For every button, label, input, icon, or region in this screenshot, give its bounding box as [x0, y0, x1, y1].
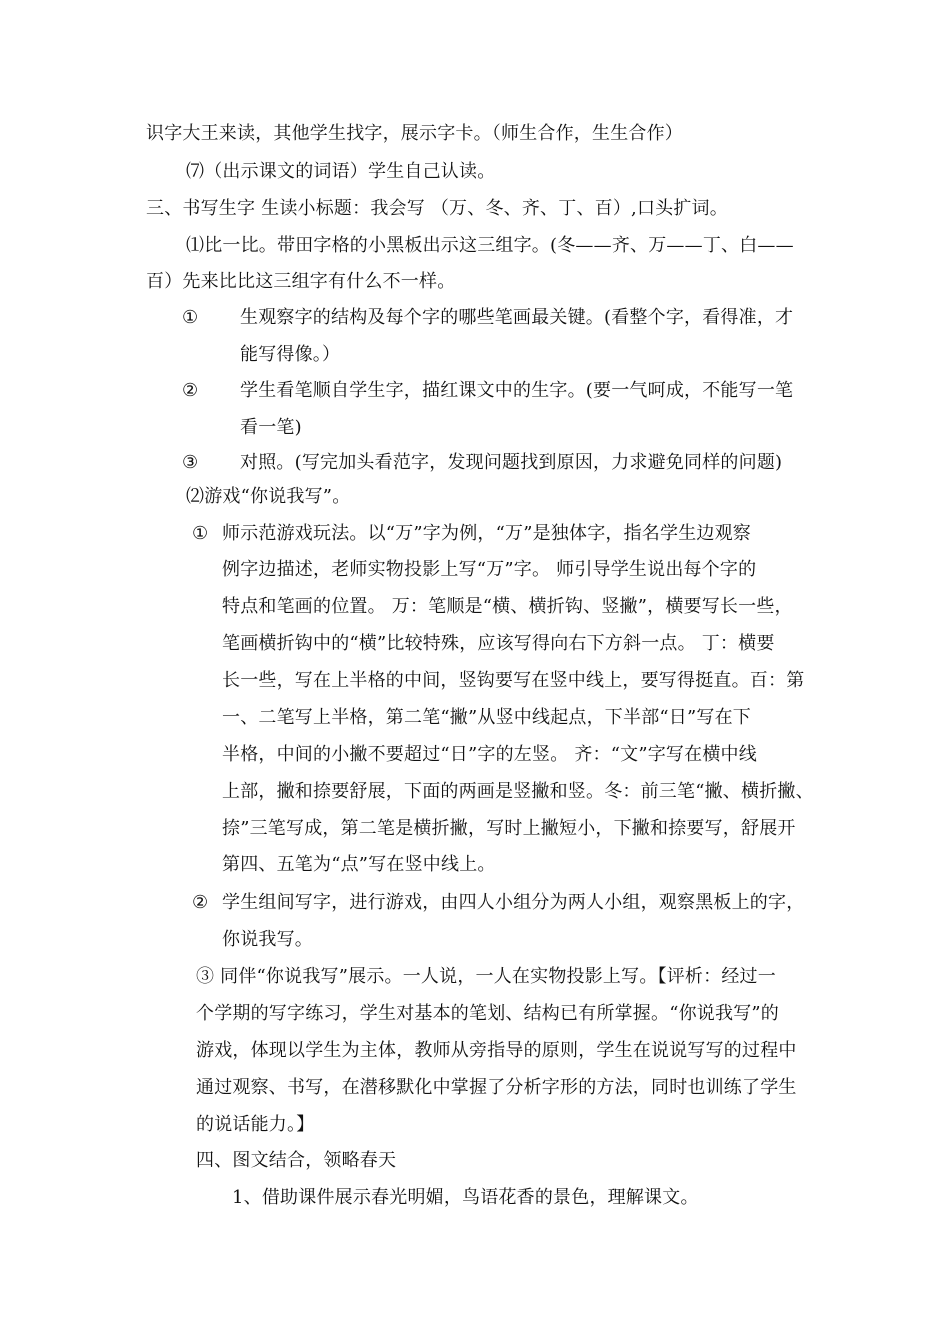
list-item: 例字边描述，老师实物投影上写“万”字。 师引导学生说出每个字的	[222, 559, 757, 580]
list-item: 对照。(写完加头看范字，发现问题找到原因，力求避免同样的问题)	[240, 452, 783, 473]
list-item: 半格，中间的小撇不要超过“日”字的左竖。 齐：“文”字写在横中线	[222, 744, 757, 765]
text-line: ③ 同伴“你说我写”展示。一人说，一人在实物投影上写。【评析：经过一	[196, 966, 776, 987]
list-item: 学生看笔顺自学生字，描红课文中的生字。(要一气呵成，不能写一笔	[240, 380, 794, 401]
list-item: 能写得像。）	[240, 344, 341, 365]
text-line: ⑴比一比。带田字格的小黑板出示这三组字。(冬——齐、万——丁、白——	[186, 235, 794, 256]
list-marker: ①	[182, 307, 199, 328]
list-item: 一、二笔写上半格，第二笔“撇”从竖中线起点，下半部“日”写在下	[222, 707, 752, 728]
text-line: 游戏，体现以学生为主体，教师从旁指导的原则，学生在说说写写的过程中	[196, 1040, 797, 1061]
text-line: 百）先来比比这三组字有什么不一样。	[146, 271, 456, 292]
text-line: 个学期的写字练习，学生对基本的笔划、结构已有所掌握。“你说我写”的	[196, 1003, 780, 1024]
list-item: 笔画横折钩中的“横”比较特殊，应该写得向右下方斜一点。 丁：横要	[222, 633, 775, 654]
list-marker: ①	[192, 523, 209, 544]
list-item: 师示范游戏玩法。以“万”字为例，“万”是独体字，指名学生边观察	[222, 523, 752, 544]
text-line: 通过观察、书写，在潜移默化中掌握了分析字形的方法，同时也训练了学生	[196, 1077, 797, 1098]
list-item: 上部，撇和捺要舒展，下面的两画是竖撇和竖。冬：前三笔“撇、横折撇、	[222, 781, 814, 802]
list-marker: ②	[192, 892, 209, 913]
text-line: 识字大王来读，其他学生找字，展示字卡。（师生合作，生生合作）	[146, 123, 683, 144]
list-item: 你说我写。	[222, 929, 313, 950]
list-item: 学生组间写字，进行游戏，由四人小组分为两人小组，观察黑板上的字，	[222, 892, 805, 913]
text-line: ⑵游戏“你说我写”。	[186, 486, 351, 507]
list-item: 生观察字的结构及每个字的哪些笔画最关键。(看整个字，看得准，才	[240, 307, 794, 328]
section-heading: 三、书写生字 生读小标题：我会写 （万、冬、齐、丁、百）,口头扩词。	[146, 198, 728, 219]
list-marker: ③	[182, 452, 199, 473]
text-line: 1、借助课件展示春光明媚，鸟语花香的景色，理解课文。	[232, 1187, 699, 1208]
list-item: 特点和笔画的位置。 万：笔顺是“横、横折钩、竖撇”，横要写长一些，	[222, 596, 793, 617]
list-item: 捺”三笔写成，第二笔是横折撇，写时上撇短小，下撇和捺要写，舒展开	[222, 818, 796, 839]
list-marker: ②	[182, 380, 199, 401]
section-heading: 四、图文结合，领略春天	[196, 1150, 397, 1171]
list-item: 看一笔)	[240, 417, 302, 438]
list-item: 长一些，写在上半格的中间，竖钩要写在竖中线上，要写得挺直。百：第	[222, 670, 805, 691]
list-item: 第四、五笔为“点”写在竖中线上。	[222, 854, 496, 875]
text-line: 的说话能力。】	[196, 1114, 315, 1135]
text-line: ⑺（出示课文的词语）学生自己认读。	[186, 161, 496, 182]
